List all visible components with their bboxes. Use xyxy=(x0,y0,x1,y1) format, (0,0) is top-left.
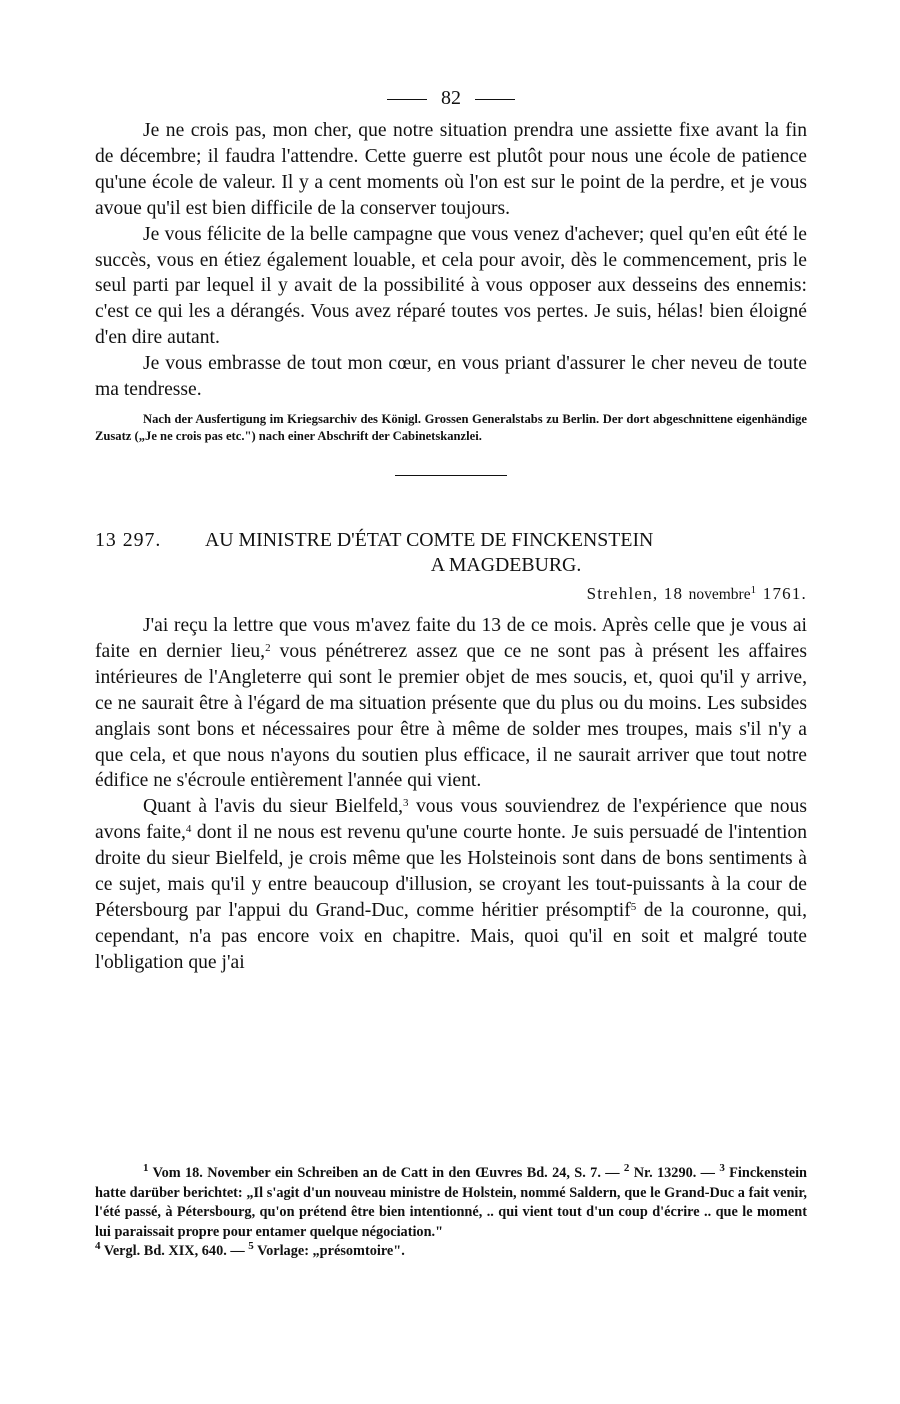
paragraph: Je vous félicite de la belle campagne que vous venez d'achever; quel qu'en eût été le succès, vous en étiez également louable, et cela pour avoir, dès le commencement, pris le seul parti par lequel il y avait de la possibilité à vous opposer aux desseins des ennemis: c'est ce qui les a dérangés. Vous avez réparé toutes vos pertes. Je suis, hélas! bien éloigné d'en dire autant. xyxy=(95,223,807,349)
footnote-number: 4 xyxy=(95,1240,101,1253)
footnote-block xyxy=(95,1242,807,1262)
header-dash-right xyxy=(475,99,515,100)
footnote-block xyxy=(95,1164,807,1242)
section-separator xyxy=(395,475,507,476)
footnote-number: 5 xyxy=(248,1240,254,1253)
paragraph xyxy=(95,794,807,975)
text-run: vous vous souviendrez de l'expérience que nous avons faite, xyxy=(95,796,807,844)
dateline xyxy=(95,582,807,607)
footnote-number: 1 xyxy=(143,1162,149,1174)
footnote-number: 3 xyxy=(719,1162,725,1174)
footnote-text: Vorlage: „présomtoire". xyxy=(253,1243,405,1260)
text-run: de la couronne, qui, cependant, n'a pas encore voix en chapitre. Mais, quoi qu'il en soit et malgré toute l'obligation que j'ai xyxy=(95,899,807,973)
footnote-ref: 2 xyxy=(265,641,271,654)
date-year: 1761. xyxy=(762,583,807,603)
footnote-number: 2 xyxy=(623,1162,630,1174)
footnote-ref: 1 xyxy=(750,583,758,596)
text-run: dont il ne nous est revenu qu'une courte honte. Je suis persuadé de l'intention droite du sieur Bielfeld, je crois même que les Holsteinois sont dans de bons sentiments à ce sujet, mais qu'il y entre beaucoup d'illusion, se croyant les tout-puissants à la cour de Pétersbourg par l'appui du Grand-Duc, comme héritier présomptif xyxy=(95,822,807,921)
text-run: Quant à l'avis du sieur Bielfeld, xyxy=(143,796,404,818)
footnote-ref: 4 xyxy=(185,823,192,836)
text-run: J'ai reçu la lettre que vous m'avez faite du 13 de ce mois. Après celle que je vous ai faite en dernier lieu, xyxy=(95,614,807,662)
paragraph: Je ne crois pas, mon cher, que notre situation prendra une assiette fixe avant la fin de décembre; il faudra l'attendre. Cette guerre est plutôt pour nous une école de patience qu'une école de valeur. Il y a cent moments où l'on est sur le point de la perdre, et je vous avoue qu'il est bien difficile de la conserver toujours. xyxy=(95,120,807,219)
letter-title: AU MINISTRE D'ÉTAT COMTE DE FINCKENSTEIN xyxy=(205,528,654,551)
date-day: 18 xyxy=(663,583,684,603)
footnote-ref: 5 xyxy=(630,900,637,913)
continued-letter xyxy=(95,118,807,403)
text-run: vous pénétrerez assez que ce ne sont pas à présent les affaires intérieures de l'Angleterre qui sont le premier objet de mes soucis, et, quoi qu'il y arrive, ce ne saurait être à l'égard de ma situation présente que du plus ou du moins. Les subsides anglais sont bons et nécessaires pour être à même de solder mes troupes, mais s'il n'y a que cela, et que nous n'ayons du soutien plus efficace, il ne saurait arriver que tout notre édifice ne s'écroule entièrement l'année qui vient. xyxy=(95,640,807,792)
page-number: 82 xyxy=(441,87,461,109)
footnote-text: Vom 18. November ein Schreiben an de Catt in den Œuvres Bd. 24, S. 7. — xyxy=(148,1165,624,1181)
footnote-text: Finckenstein hatte darüber berichtet: „Il s'agit d'un nouveau ministre de Holstein, nommé Saldern, que le Grand-Duc a fait venir, l'été passé, à Pétersbourg, qu'on prétend être bien intentionné, .. qui vient tout d'un coup d'écrire .. que le moment lui paraissait propre pour entamer quelque négociation." xyxy=(95,1165,808,1240)
date-place: Strehlen, xyxy=(586,583,659,603)
page xyxy=(95,78,807,976)
page-header xyxy=(95,78,807,118)
letter-body xyxy=(95,613,807,976)
letter-number: 13 297. xyxy=(95,528,162,551)
paragraph xyxy=(95,613,807,794)
footnote-ref: 3 xyxy=(403,797,409,810)
paragraph: Je vous embrasse de tout mon cœur, en vous priant d'assurer le cher neveu de toute ma tendresse. xyxy=(95,353,807,401)
footnotes xyxy=(95,1164,807,1262)
header-dash-left xyxy=(387,99,427,100)
date-month: novembre xyxy=(688,585,751,603)
footnote-text: Vergl. Bd. XIX, 640. — xyxy=(100,1243,249,1260)
letter-title-line2: A MAGDEBURG. xyxy=(430,553,582,576)
footnote-text: Nr. 13290. — xyxy=(629,1165,720,1181)
letter-heading xyxy=(95,528,807,578)
source-note: Nach der Ausfertigung im Kriegsarchiv des Königl. Grossen Generalstabs zu Berlin. Der dort abgeschnittene eigenhändige Zusatz („Je ne crois pas etc.") nach einer Abschrift der Cabinetskanzlei. xyxy=(95,411,807,443)
